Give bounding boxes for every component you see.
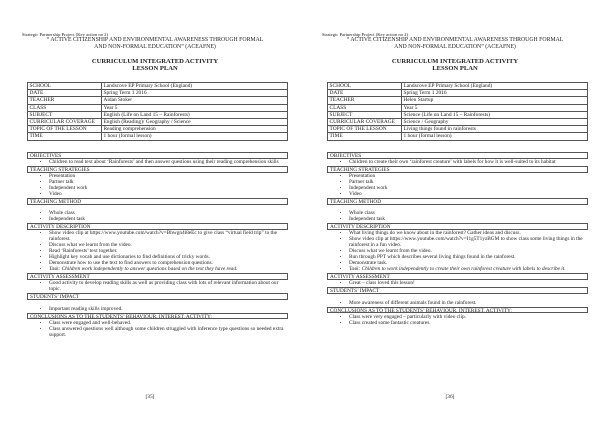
project-title [322,37,588,50]
info-value: English (Life on Land 15 – Rainforests) [102,111,288,118]
description-item: • Demonstrate how to use the text to find answers to comprehension questions. [49,260,288,266]
methods-item: • Independent task [49,216,288,222]
activity-assessment-header: ACTIVITY ASSESSMENT [27,273,288,280]
info-value: Year 5 [102,104,288,111]
lesson-plan-title: LESSON PLAN [132,65,178,73]
description-item: • Discuss what we learnt from the video. [49,242,288,248]
conclusions-block [27,319,288,339]
objectives-block [327,159,588,167]
students-impact-block [327,294,588,307]
info-value: Science / Geography [402,118,588,125]
assessment-item: • Good activity to develop reading skills as well as providing class with lots of relevant information about our topic. [49,280,288,292]
teaching-strategies-block [27,173,288,199]
objectives-header: OBJECTIVES [27,152,288,159]
info-row [328,133,588,140]
activity-assessment-header: ACTIVITY ASSESSMENT [327,273,588,280]
info-value: English (Reading)/ Geography / Science [102,118,288,125]
teaching-method-block [27,205,288,224]
info-row [328,83,588,90]
info-row [28,118,288,125]
project-line: Strategic Partnership Project (Key action no 2) [322,32,408,37]
page-right [300,0,600,424]
activity-description-header: ACTIVITY DESCRIPTION [327,223,588,230]
students-impact-block [27,300,288,313]
task-bullet [349,266,588,272]
info-value: Science (Life on Land 15 – Rainforests) [402,111,588,118]
project-title-line-2: AND NON-FORMAL EDUCATION” (ACEAFNE) [94,43,216,50]
lesson-sections [327,152,588,327]
description-item: • Show video clip at https://www.youtube.com/watch?v=Bhwgn4i8eEc to give class “virtual field trip” to the rainforest. [49,230,288,242]
info-value: Landscove EP Primary School (England) [402,83,588,90]
strategies-item: • Independent work [349,185,588,191]
description-item: • Highlight key vocab and use dictionaries to find definitions of tricky words. [49,254,288,260]
task-item: Task: Children work independently to answer questions based on the text they have read. [49,266,238,273]
info-row [328,97,588,104]
curriculum-title: CURRICULUM INTEGRATED ACTIVITY [391,58,519,65]
conclusions-header: CONCLUSIONS AS TO THE STUDENTS’ BEHAVIOUR, INTEREST, ACTIVITY: [327,307,588,314]
info-row [328,104,588,111]
info-row [28,126,288,133]
info-value: Year 5 [402,104,588,111]
info-value: 1 hour (formal lesson) [102,133,288,140]
description-item: • Run through PPT which describes several living things found in the rainforest. [349,254,588,260]
strategies-item: • Video [49,191,288,197]
page-number: [35] [145,394,155,400]
activity-description-block [327,230,588,274]
description-item: • Discuss what we learnt from the video. [349,248,588,254]
strategies-item: • Independent work [49,185,288,191]
info-label: SUBJECT [28,111,102,118]
description-item: • Demonstrate task. [349,260,588,266]
lesson-info-table [27,82,288,141]
strategies-item: • Presentation [49,173,288,179]
project-title-line-2: AND NON-FORMAL EDUCATION” (ACEAFNE) [394,43,516,50]
teaching-method-header: TEACHING METHOD [327,198,588,205]
info-label: TEACHER [328,97,402,104]
info-label: TIME [328,133,402,140]
info-value: Helen Startup [402,97,588,104]
info-label: TOPIC OF THE LESSON [28,126,102,133]
info-label: SUBJECT [328,111,402,118]
conclusions-block [327,313,588,327]
strategies-item: • Partner talk [349,179,588,185]
document-title [322,58,588,73]
info-value: Landscove EP Primary School (England) [102,83,288,90]
lesson-sections [27,152,288,339]
lesson-info-table [327,82,588,141]
teaching-method-header: TEACHING METHOD [27,198,288,205]
teaching-method-block [327,205,588,224]
info-row [28,97,288,104]
info-label: CLASS [328,104,402,111]
task-item: Task: Children to work independently to create their own rainforest creature with labels to describe it. [349,266,566,273]
info-label: CURRICULAR COVERAGE [28,118,102,125]
info-row [28,90,288,97]
info-label: DATE [328,90,402,97]
students-impact-header: STUDENTS’ IMPACT [27,293,288,300]
strategies-item: • Video [349,191,588,197]
objectives-item: • Children to read text about ‘Rainforests’ and then answer questions using their reading comprehension skills [49,159,288,165]
info-row [28,104,288,111]
impact-item: • More awareness of different animals found in the rainforest. [349,300,588,306]
info-row [28,83,288,90]
activity-description-header: ACTIVITY DESCRIPTION [27,223,288,230]
activity-assessment-block [27,280,288,294]
info-row [328,118,588,125]
info-value: Living things found in rainforests [402,126,588,133]
teaching-strategies-header: TEACHING STRATEGIES [327,166,588,173]
info-value: Aidan Stoker [102,97,288,104]
info-row [28,111,288,118]
objectives-header: OBJECTIVES [327,152,588,159]
info-label: SCHOOL [28,83,102,90]
objectives-block [27,159,288,167]
conclusions-item: • Class created some fantastic creatures. [349,320,588,326]
task-bullet [49,266,288,272]
methods-item: • Independent task [349,216,588,222]
teaching-strategies-header: TEACHING STRATEGIES [27,166,288,173]
description-item: • What living things do we know about in the rainforest? Gather ideas and discuss. [349,230,588,236]
description-item: • Show video clip at https://www.youtube.com/watch?v=I1g5T1yzBGM to show class some living things in the rainforest in a fun video. [349,236,588,248]
conclusions-item: • Class were engaged and well-behaved. [49,320,288,326]
project-title-line-1: “ ACTIVE CITIZENSHIP AND ENVIRONMENTAL AWARENESS THROUGH FORMAL [46,37,264,43]
students-impact-header: STUDENTS’ IMPACT [327,287,588,294]
info-row [28,133,288,140]
conclusions-header: CONCLUSIONS AS TO THE STUDENTS’ BEHAVIOUR, INTEREST, ACTIVITY: [27,313,288,320]
info-label: CURRICULAR COVERAGE [328,118,402,125]
info-row [328,90,588,97]
info-label: SCHOOL [328,83,402,90]
strategies-item: • Presentation [349,173,588,179]
methods-item: • Whole class [49,210,288,216]
assessment-item: • Great – class loved this lesson! [349,280,588,286]
document-title [22,58,288,73]
info-row [328,126,588,133]
info-label: CLASS [28,104,102,111]
project-line: Strategic Partnership Project (Key action no 2) [22,32,108,37]
info-value: 1 hour (formal lesson) [402,133,588,140]
description-item: • Read ‘Rainforests’ text together. [49,248,288,254]
curriculum-title: CURRICULUM INTEGRATED ACTIVITY [91,58,219,65]
info-label: TIME [28,133,102,140]
info-label: TEACHER [28,97,102,104]
info-label: TOPIC OF THE LESSON [328,126,402,133]
objectives-item: • Children to create their own ‘rainforest creature’ with labels for how it is well-suited to its habitat [349,159,588,165]
activity-assessment-block [327,280,588,288]
info-value: Spring Term 1 2016 [102,90,288,97]
info-label: DATE [28,90,102,97]
project-title-line-1: “ ACTIVE CITIZENSHIP AND ENVIRONMENTAL AWARENESS THROUGH FORMAL [346,37,564,43]
conclusions-item: • Class answered questions well although some children struggled with inference type questions so needed extra support. [49,326,288,338]
conclusions-item: • Class were very engaged – particularly with video clip. [349,314,588,320]
strategies-item: • Partner talk [49,179,288,185]
activity-description-block [27,230,288,274]
lesson-plan-title: LESSON PLAN [432,65,478,73]
info-value: Reading comprehension [102,126,288,133]
methods-item: • Whole class [349,210,588,216]
info-row [328,111,588,118]
teaching-strategies-block [327,173,588,199]
impact-item: • Important reading skills improved. [49,306,288,312]
info-value: Spring Term 1 2016 [402,90,588,97]
project-title [22,37,288,50]
page-number: [36] [445,394,455,400]
